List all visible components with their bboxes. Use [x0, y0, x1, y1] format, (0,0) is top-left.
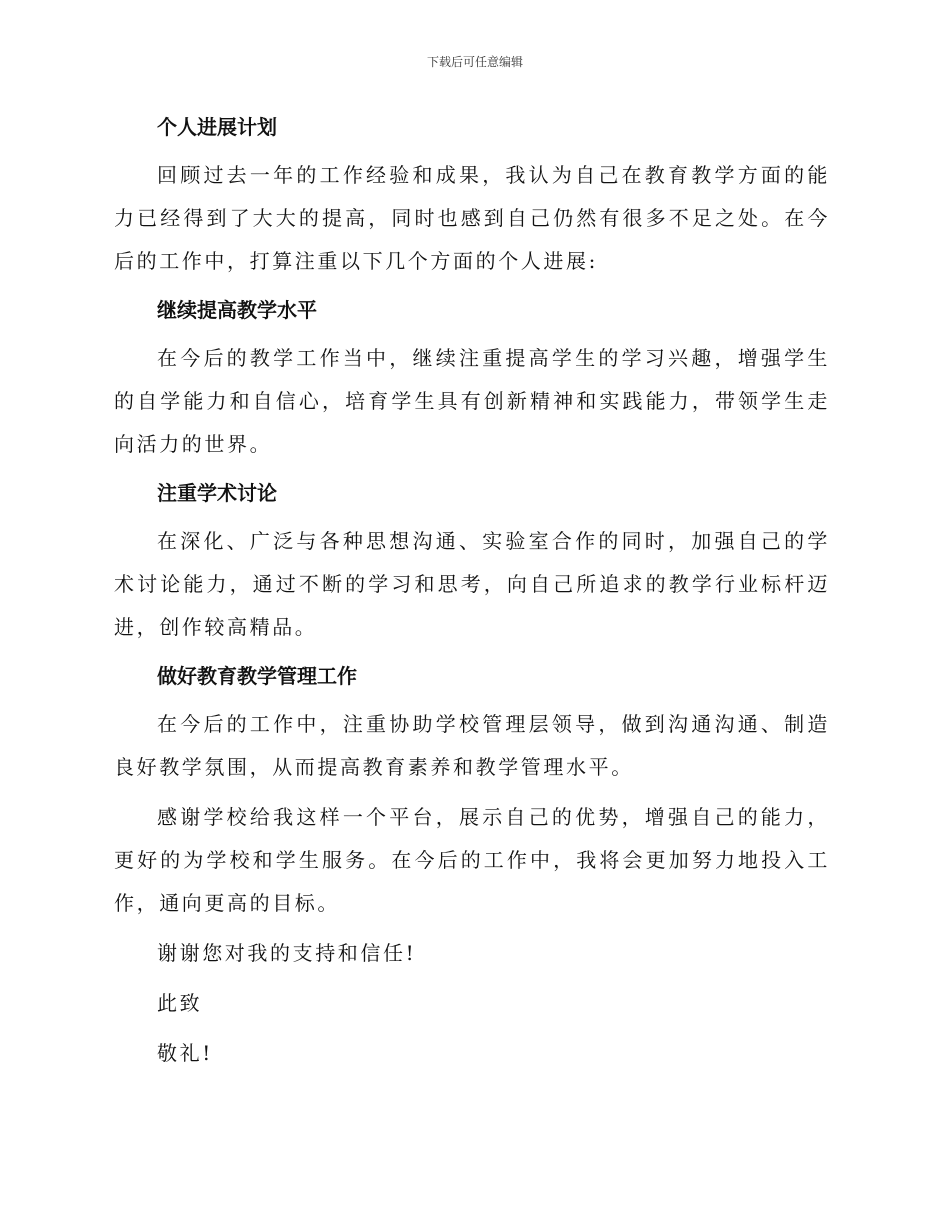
salutation-line-1: 此致 [157, 991, 203, 1015]
section-heading-research: 注重学术讨论 [157, 481, 277, 505]
section-body-management: 在今后的工作中，注重协助学校管理层领导，做到沟通沟通、制造良好教学氛围，从而提高教育素养和教学管理水平。 [114, 712, 830, 779]
salutation-line-2: 敬礼! [157, 1041, 213, 1065]
closing-paragraph: 感谢学校给我这样一个平台，展示自己的优势，增强自己的能力，更好的为学校和学生服务。在今后的工作中，我将会更加努力地投入工作，通向更高的目标。 [114, 805, 830, 915]
section-heading-management: 做好教育教学管理工作 [157, 664, 357, 688]
document-title: 个人进展计划 [157, 115, 277, 139]
intro-paragraph: 回顾过去一年的工作经验和成果，我认为自己在教育教学方面的能力已经得到了大大的提高，同时也感到自己仍然有很多不足之处。在今后的工作中，打算注重以下几个方面的个人进展: [114, 163, 830, 273]
section-heading-teaching: 继续提高教学水平 [157, 298, 317, 322]
page-header: 下载后可任意编辑 [426, 55, 523, 69]
thanks-line: 谢谢您对我的支持和信任! [157, 941, 417, 965]
document-body [114, 107, 830, 1082]
section-body-research: 在深化、广泛与各种思想沟通、实验室合作的同时，加强自己的学术讨论能力，通过不断的学习和思考，向自己所追求的教学行业标杆迈进，创作较高精品。 [114, 529, 830, 639]
section-body-teaching: 在今后的教学工作当中，继续注重提高学生的学习兴趣，增强学生的自学能力和自信心，培育学生具有创新精神和实践能力，带领学生走向活力的世界。 [114, 346, 830, 456]
